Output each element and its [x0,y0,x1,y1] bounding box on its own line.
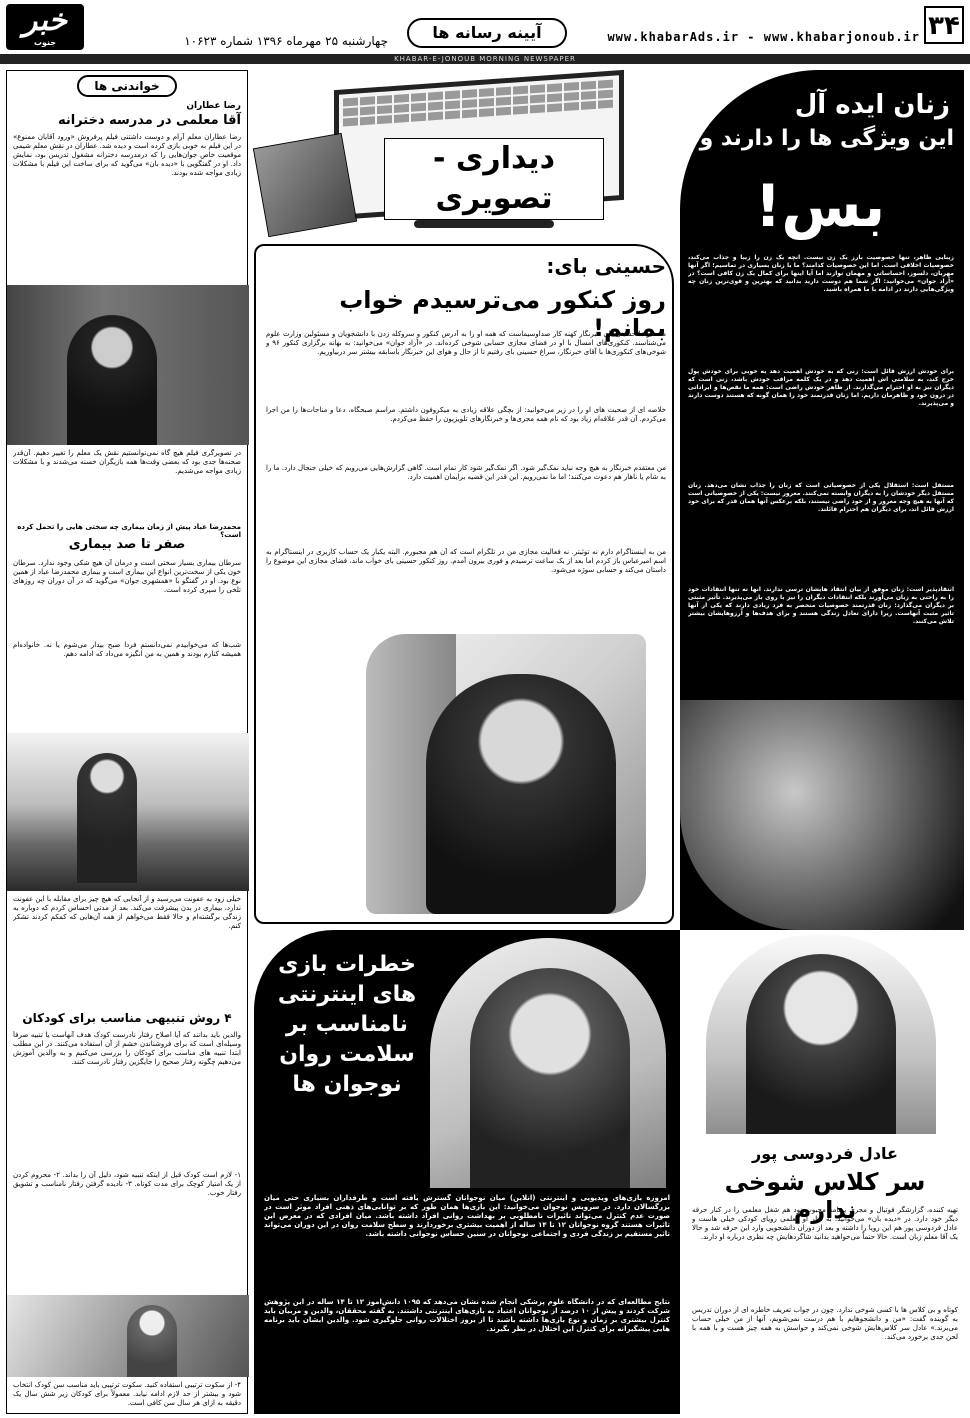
ferdowsipour-photo [706,934,936,1134]
logo-tile [598,90,613,99]
date-line: چهارشنبه ۲۵ مهرماه ۱۳۹۶ شماره ۱۰۶۲۳ [184,34,388,48]
logo-tile [462,89,477,98]
logo-tile [428,112,443,121]
games-headline: خطرات بازی های اینترنتی نامناسب بر سلامت روان نوجوان ها [277,952,417,1097]
logo-tile [513,86,528,95]
women-headline-1: زنان ایده آل [794,90,950,120]
logo-tile [445,110,460,119]
logo-tile [547,93,562,102]
logo-tile [581,91,596,100]
article2-body3: خیلی زود به عفونت می‌رسید و از آنجایی که هیچ چیز برای مقابله با این عفونت ندارد، بیماری در بدن پیشرفت می‌کند. بعد از مدتی احساس کردم که دوباره به زندگی برگشته‌ام و حالا فقط می‌خواهم از همه آن‌هایی که کمکم کردند تشکر کنم. [13,895,241,930]
women-headline-3: بس! [754,172,886,240]
logo-tile [343,117,358,126]
boy-silhouette [470,968,630,1188]
logo-text: خبر [22,3,68,38]
hosseini-headline: روز کنکور می‌ترسیدم خواب بمانم! [339,286,666,342]
women-body: زیبایی ظاهر، تنها خصوصیت بارز یک زن نیست. آنچه یک زن را زیبا و جذاب می‌کند، خصوصیات اخلاقی است. اما این خصوصیات کدامند؟ ما با زنان بسیاری در تماسیم؛ اگر آنها مهربان، دلسوز، احساساتی و مهمان نوازند اما آیا اینها برای کمال یک زن کافی است؟ در «آراد جوان» می‌خوانید: اگر شما هم دوست دارید بدانید که بهترین و قوی‌ترین زنان چه ویژگی‌هایی دارند در ادامه با ما همراه باشید. [688,254,954,293]
mountain-climber-photo [7,733,249,891]
man-silhouette [746,954,896,1134]
section-title: آیینه رسانه ها [407,18,567,48]
article1-body2: در تصویرگری فیلم هیچ گاه نمی‌توانستیم نقش یک معلم را تغییر دهیم. آن‌قدر صحنه‌ها جدی بود که بعضی وقت‌ها همه بازیگران خسته می‌شدند و با مشکلات زیادی مواجه می‌شدیم. [13,449,241,475]
logo-tile [428,102,443,111]
logo-tile [530,104,545,113]
woman-photo [680,700,964,930]
logo-tile [581,81,596,90]
article2-title: صفر تا صد بیماری [68,537,186,552]
logo-tile [513,106,528,115]
logo-tile [343,107,358,116]
article2-intro: محمدرضا عباد پیش از زمان بیماری چه سختی هایی را تحمل کرده است؟ [17,523,241,539]
games-body: امروزه بازی‌های ویدیویی و اینترنتی (آنلاین) میان نوجوانان گسترش یافته است و طرفداران بسیاری حتی میان بزرگسالان دارد. در سرویس نوجوان می‌خوانید: این بازی‌ها همان طور که بر توانایی‌های ذهنی افراد موثر است در صورت عدم کنترل می‌تواند تاثیرات نامطلوبی بر بهداشت روانی افراد داشته باشد. میان افرادی که در معرض این تاثیرات هستند گروه نوجوانان ۱۲ تا ۱۴ ساله از اهمیت بیشتری برخوردارند و سطح سلامت روان در این دوران می‌تواند تاثیر مستقیم بر زندگی فردی و اجتماعی نوجوانان در سنین حساس نوجوانی داشته باشد. [264,1194,670,1238]
logo-tile [462,109,477,118]
logo-tile [377,105,392,114]
hosseini-body4: من به اینستاگرام دارم نه توئیتر. نه فعالیت مجازی من در تلگرام است که آن هم مجبورم. البته یکبار یک حساب کاربری در اینستاگرام به اسم امیرعباس باز کردم اما بعد از یک ساعت ترسیدم و فوری بیرون آمدم. روز کنکور حسینی بای خواب ماند، فضای مجازی این موضوع را داستان می‌کند و حسابی سوژه می‌شود. [266,548,666,574]
logo-tile [445,90,460,99]
article3-body2: ۱- لازم است کودک قبل از اینکه تنبیه شود، دلیل آن را بداند. ۲- محروم کردن از یک امتیاز کوچک برای مدت کوتاه. ۳- نادیده گرفتن رفتار نامناسب و تشویق رفتار خوب. [13,1171,241,1197]
hosseini-article [254,244,674,924]
logo-tile [564,82,579,91]
logo-tile [530,84,545,93]
visual-banner-title: دیداری - تصویری [384,138,604,220]
logo-tile [496,107,511,116]
man-silhouette [426,674,616,914]
women-article [680,70,964,930]
logo-tile [394,104,409,113]
readers-box-title: خواندنی ها [77,75,177,97]
magazine-stack [253,133,357,237]
women-body2: برای خودش ارزش قائل است: زنی که به خودش اهمیت دهد به خوبی برای خودش پول خرج کند، به سلامتی اش اهمیت دهد و در یک کلمه مراقب خودش باشد، زنی است که دیگران نیز به او احترام می‌گذارند. از ظاهر خودش راضی است: همه ما نقص‌ها و ایراداتی در درون خود و ظاهرمان داریم. اما زنان قدرتمند خود را همان گونه که هستند دوست دارند و می‌پذیرند. [688,368,954,407]
ferdowsipour-body2: کوتاه و بی کلاس ها با کسی شوخی ندارد. چون در جواب تعریف خاطره ای از دوران تدریس به گوینده گفت: «من و دانشجوهایم با هم درست نمی‌شویم، آنها از من خیلی حساب می‌برند.» عادل سر کلاس‌هایش شوخی نمی‌کند و حواسش به همه چیز هست و با همه با لحن جدی برخورد می‌کند. [692,1306,958,1341]
logo-tile [479,98,494,107]
hosseini-photo [366,634,646,914]
logo-tile [462,99,477,108]
article2-body2: شب‌ها که می‌خوابیدم نمی‌دانستم فردا صبح بیدار می‌شوم یا نه. خانواده‌ام همیشه کنارم بودند و همین به من انگیزه می‌داد که ادامه دهم. [13,641,241,658]
channel-logos [339,75,619,131]
person-silhouette [67,315,157,445]
logo-tile [581,101,596,110]
logo-tile [360,96,375,105]
parent-child-photo [7,1295,249,1377]
hosseini-name: حسینی بای: [546,254,666,278]
hosseini-body2: خلاصه ای از صحبت های او را در زیر می‌خوانید: از بچگی علاقه زیادی به میکروفون داشتم. مراسم صبحگاه، دعا و مناجات‌ها را من اجرا می‌کردم. آن قدر علاقه‌ام زیاد بود که نام همه مجری‌ها و خبرنگارهای تلویزیون را حفظ می‌کردم. [266,406,666,423]
logo-tile [479,88,494,97]
climber-silhouette [77,753,137,883]
logo-tile [360,106,375,115]
article1-title: آقا معلمی در مدرسه دخترانه [57,113,241,128]
games-article [254,930,680,1414]
logo-tile [530,94,545,103]
logo-tile [377,95,392,104]
logo-tile [428,92,443,101]
article1-body: رضا عطاران معلم آرام و دوست داشتنی فیلم پرفروش «ورود آقایان ممنوع» در این فیلم به خوبی بازی کرده است و دیده شد. عطاران در نقش معلم شیمی موقعیت خاص جوان‌هایی را که درمدرسه دخترانه مشغول تدریس بود، نمایش داد. او در گفتگویی با «دیده بان» می‌گوید که برای ساخت این فیلم با مشکلات زیادی مواجه شده بودند. [13,133,241,177]
women-body4: انتقادپذیر است: زنان موفق از بیان انتقاد هایشان ترسی ندارند. آنها نه تنها انتقادات خود را به راحتی به زبان می‌آورند بلکه انتقادات دیگران را نیز با روی باز می‌پذیرند. تأثیر مثبتی بر دیگران می‌گذارد: زنان قدرتمند خصوصیات منحصر به فرد زیادی دارند که یکی از آنها تاثیر مثبت آنهاست. زیرا دارای تعادل زندگی هستند و برای هدف‌ها و آرزوهایشان بیشتر تلاش می‌کنند. [688,586,954,625]
games-body2: نتایج مطالعه‌ای که در دانشگاه علوم پزشکی انجام شده نشان می‌دهد که ۱۰۹۵ دانش‌آموز ۱۲ تا ۱۴ ساله در این پژوهش شرکت کردند و پیش از ۱۰ درصد از نوجوانان اعتیاد به بازی‌های اینترنتی داشتند. به گفته محققان، والدین و مربیان باید کنترل بیشتری بر زمان و نوع بازی‌ها داشته باشند تا از بروز اختلالات روانی جلوگیری شود. والدین ایشان باید برنامه هایی پیشگیرانه برای کنترل این اختلال در نظر بگیرند. [264,1298,670,1333]
women-body3: مستقل است: استقلال یکی از خصوصیاتی است که زنان را جذاب نشان می‌دهد. زنان مستقل دیگر خودشان را به دیگران وابسته نمی‌کنند. مغرور نیست: یکی از خصوصیاتی است که آنها به هیچ وجه مغرور و از خود راضی نیستند، بلکه برعکس آنها همان قدر که برای خود ارزش قائل اند، برای دیگران هم احترام قائلند. [688,482,954,513]
child-silhouette [127,1305,177,1377]
header [0,0,970,64]
logo-sub: جنوب [33,38,57,47]
logo-tile [411,113,426,122]
logo-tile [598,80,613,89]
logo-tile [496,87,511,96]
header-banner: KHABAR-E-JONOUB MORNING NEWSPAPER [0,54,970,64]
logo-tile [394,114,409,123]
logo-tile [445,100,460,109]
website-url: www.khabarAds.ir - www.khabarjonoub.ir [607,30,920,44]
page-number: ۳۴ [924,6,964,44]
readers-column [6,70,248,1414]
women-headline-2: این ویژگی ها را دارند و [699,126,954,151]
article3-title: ۴ روش تنبیهی مناسب برای کودکان [22,1011,232,1025]
logo-tile [564,92,579,101]
newspaper-logo [6,4,84,50]
logo-tile [479,108,494,117]
logo-tile [360,116,375,125]
logo-tile [547,103,562,112]
hosseini-body3: من معتقدم خبرنگار به هیچ وجه نباید نمک‌گیر شود. اگر نمک‌گیر شود کار تمام است. گاهی گزارش‌هایی می‌رویم که خیلی جنجال دارد. ما را به شام یا ناهار هم دعوت می‌کنند؛ اما ما نمی‌رویم. این قدر این قضیه برایمان اهمیت دارد. [266,464,666,481]
visual-banner [254,70,674,250]
logo-tile [496,97,511,106]
tv-stand [414,220,554,228]
ferdowsipour-article [686,934,964,1414]
logo-tile [377,115,392,124]
logo-tile [598,100,613,109]
logo-tile [411,103,426,112]
reza-attaran-photo [7,285,249,445]
ferdowsipour-body: تهیه کننده، گزارشگر فوتبال و مجری برنامه محبوب نود هم شغل معلمی را در کنار حرفه دیگر خود دارد. در «دیده بان» می‌خوانید: به نظر او معلمی رویای کودکی خیلی هاست و عادل فردوسی پور هم این رویا را داشته و بعد از دوران دانشجویی وارد این حرفه شد و حالا یک آقا معلم زبان است. حالا حتماً می‌خواهید بدانید شاگردهایش چه نظری درباره او دارند. [692,1206,958,1241]
article2-body: سرطان بیماری بسیار سختی است و درمان آن هیچ شکی وجود ندارد. سرطان خون یکی از سخت‌ترین انواع این بیماری است و بیماری محمدرضا عباد از همین نوع بود. او در گفتگو با «همشهری جوان» می‌گوید که در آن دوران چه روزهای تلخی را سپری کرده است. [13,559,241,594]
ferdowsipour-headline: سر کلاس شوخی ندارم [724,1168,926,1224]
article1-author: رضا عطاران [186,101,241,111]
boy-headphones-photo [430,938,666,1188]
logo-tile [513,96,528,105]
logo-tile [547,83,562,92]
logo-tile [411,93,426,102]
article3-body: والدین باید بدانند که آیا اصلاح رفتار نادرست کودک هدف آنهاست یا تنبیه صرفاً وسیله‌ای است که برای فروشناندن خشم از آن استفاده می‌کنند. در این مطلب ابتدا تنبیه های مناسب برای کودکان را بررسی می‌کنیم و به والدین آموزش می‌دهیم چگونه رفتار صحیح را جایگزین رفتار نادرست کنند. [13,1031,241,1066]
hosseini-body: محمدرضا حسینی بای خبرنگار کهنه کار صداوسیماست که همه او را به آدرس کنکور و سروکله زدن با دانشجویان و مسئولین وزارت علوم می‌شناسند. کنکوری‌های امسال با او در فضای مجازی حسابی شوخی کرده‌اند. در «آراد جوان» می‌خوانید: به بهانه برگزاری کنکور ۹۶ و شوخی‌های کنکوری‌ها با آقای خبرنگار، سراغ حسینی بای رفتیم تا از حال و هوای این خبرنگار باسابقه بیشتر سر دربیاوریم. [266,330,666,356]
article3-body3: ۴- از سکوت ترتیبی استفاده کنید. سکوت ترتیبی باید مناسب سن کودک انتخاب شود و بیشتر از حد لازم ادامه نیابد. معمولاً برای کودکان زیر شش سال یک دقیقه به ازای هر سال سن کافی است. [13,1381,241,1407]
logo-tile [394,94,409,103]
logo-tile [343,97,358,106]
logo-tile [564,102,579,111]
ferdowsipour-name: عادل فردوسی پور [752,1144,898,1163]
